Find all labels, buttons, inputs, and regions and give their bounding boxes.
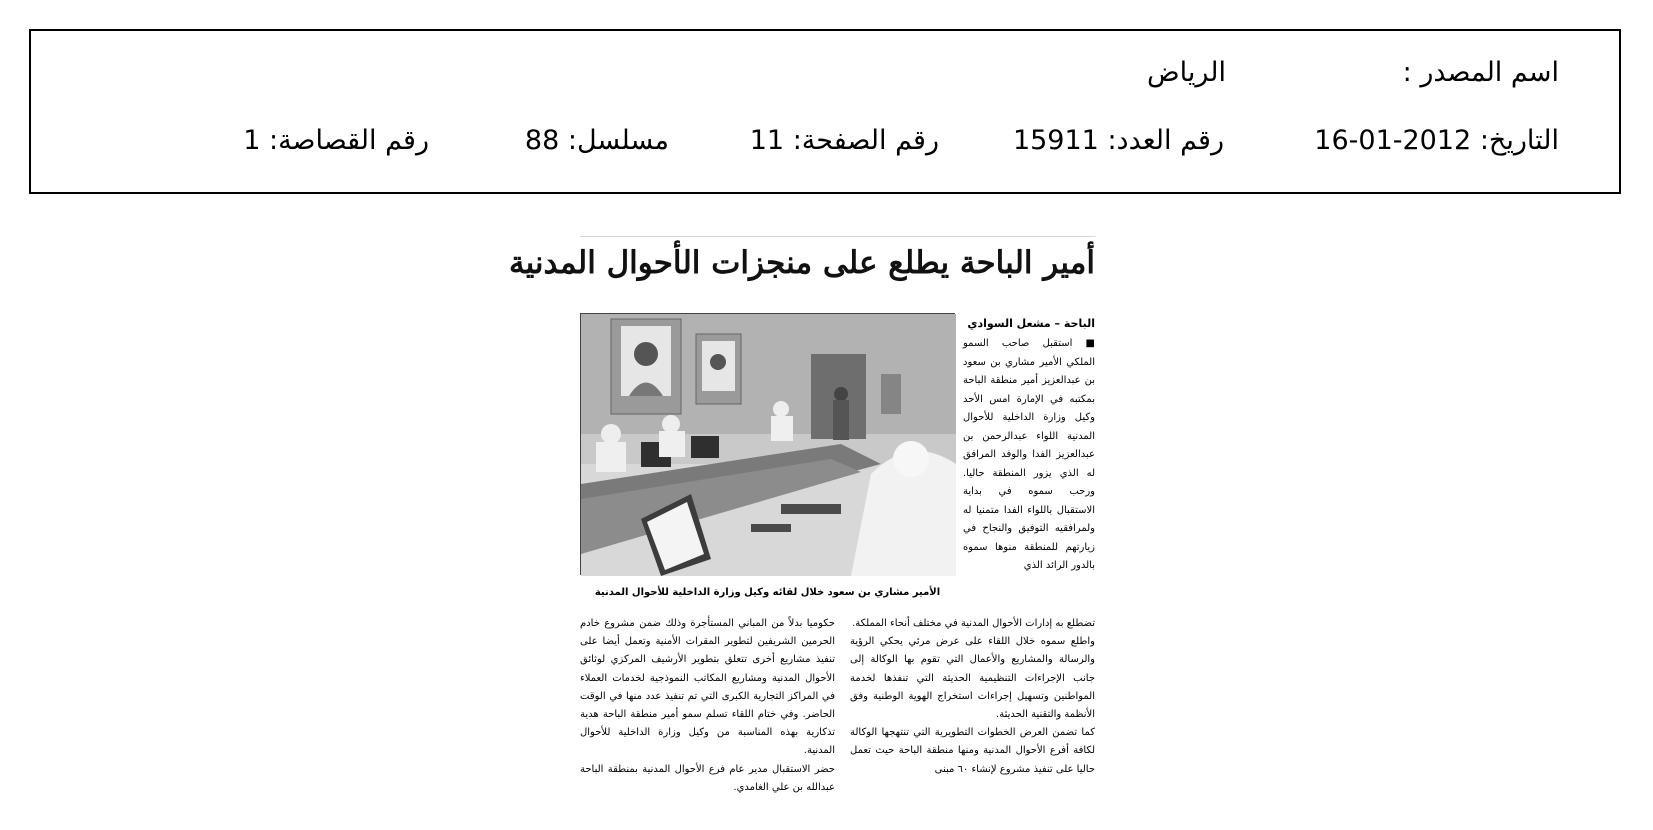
- article-photo: [580, 313, 955, 575]
- newspaper-clipping: [508, 236, 1095, 828]
- page-value: 11: [749, 125, 785, 156]
- clip-value: 1: [243, 125, 261, 156]
- article-paragraph: ■ استقبل صاحب السمو الملكي الأمير مشاري بن سعود بن عبدالعزيز أمير منطقة الباحة بمكتبه في الإمارة امس الأحد وكيل وزارة الداخلية للأحوال المدنية اللواء عبدالرحمن بن عبدالعزيز الفدا والوفد المرافق له الذي يزور المنطقة حاليا. ورحب سموه في بداية الاستقبال باللواء الفدا متمنيا له ولمرافقيه التوفيق والنجاح في زيارتهم للمنطقة منوها سموه بالدور الرائد الذي: [963, 338, 1095, 571]
- clip-field: [243, 127, 429, 154]
- article-paragraph: حكوميا بدلاً من المباني المستأجرة وذلك ضمن مشروع خادم الحرمين الشريفين لتطوير المقرات الأمنية وتعمل أيضا على تنفيذ مشاريع أخرى تتعلق بتطوير الأرشيف المركزي لوثائق الأحوال المدنية ومشاريع المكاتب النموذجية لخدمات العملاء في المراكز التجارية الكبرى التي تم تنفيذ عدد منها في الوقت الحاضر. وفي ختام اللقاء تسلم سمو أمير منطقة الباحة هدية تذكارية بهذه المناسبة من وكيل وزارة الداخلية للأحوال المدنية.: [580, 618, 835, 757]
- article-column-right: [850, 615, 1095, 830]
- article-byline: الباحة – مشعل السوادي: [967, 317, 1095, 330]
- serial-value: 88: [524, 125, 560, 156]
- source-value: الرياض: [1146, 57, 1226, 88]
- date-label: التاريخ:: [1479, 125, 1559, 156]
- serial-field: [525, 127, 669, 154]
- article-headline: أمير الباحة يطلع على منجزات الأحوال المدنية: [508, 245, 1095, 281]
- article-paragraph: واطلع سموه خلال اللقاء على عرض مرئي يحكي الرؤية والرسالة والمشاريع والأعمال التي تقوم بها الوكالة إلى جانب الإجراءات التنظيمية الحديثة التي تنفذها لخدمة المواطنين وتسهيل إجراءات استخراج الهوية الوطنية وفق الأنظمة والتقنية الحديثة.: [850, 636, 1095, 721]
- photo-caption: الأمير مشاري بن سعود خلال لقائه وكيل وزارة الداخلية للأحوال المدنية: [594, 587, 941, 598]
- article-column-left: [580, 615, 835, 830]
- clip-label: رقم القصاصة:: [268, 125, 429, 156]
- serial-label: مسلسل:: [567, 125, 669, 156]
- article-paragraph: تضطلع به إدارات الأحوال المدنية في مختلف أنحاء المملكة.: [852, 618, 1095, 629]
- issue-value: 15911: [1012, 125, 1099, 156]
- page-field: [750, 127, 939, 154]
- source-metadata-box: [29, 29, 1621, 194]
- source-label: اسم المصدر :: [1402, 57, 1559, 88]
- article-column-top: [963, 335, 1095, 635]
- meeting-photo-illustration: [581, 314, 956, 576]
- issue-field: [1013, 127, 1224, 154]
- date-field: [1314, 127, 1559, 154]
- issue-label: رقم العدد:: [1107, 125, 1224, 156]
- page-label: رقم الصفحة:: [792, 125, 939, 156]
- date-value: 2012-01-16: [1314, 125, 1472, 156]
- article-paragraph: حضر الاستقبال مدير عام فرع الأحوال المدنية بمنطقة الباحة عبدالله بن علي الغامدي.: [580, 763, 835, 793]
- article-paragraph: كما تضمن العرض الخطوات التطويرية التي تنتهجها الوكالة لكافة أفرع الأحوال المدنية ومنها منطقة الباحة حيث تعمل حاليا على تنفيذ مشروع لإنشاء ٦٠ مبنى: [850, 727, 1095, 775]
